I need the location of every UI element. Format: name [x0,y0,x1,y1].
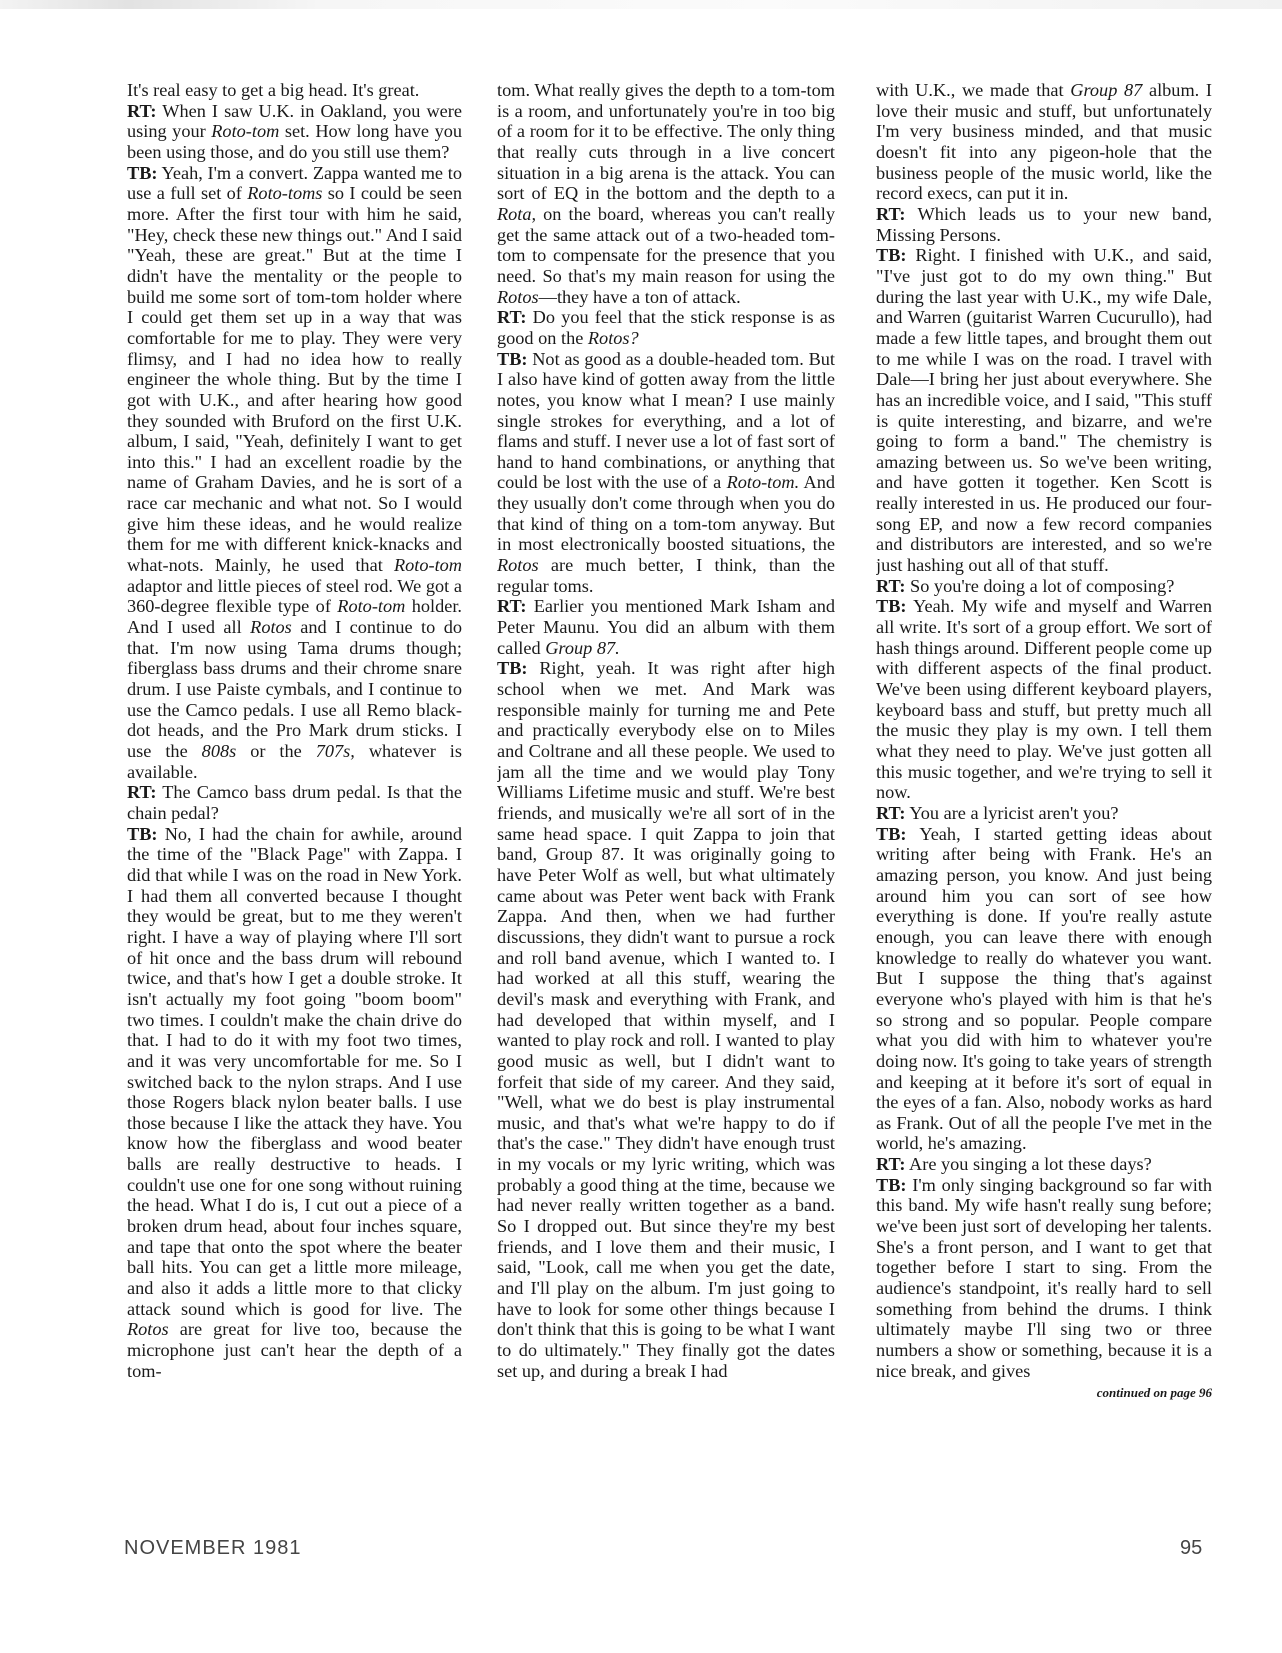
article-paragraph [876,204,1212,245]
article-paragraph [497,596,835,658]
paragraph-text: Which leads us to your new band, Missing Persons. [876,203,1212,245]
paragraph-text: No, I had the chain for awhile, around the time of the "Black Page" with Zappa. I did that while I was on the road in New York. I had them all converted because I thought they would be great, but to me they weren't right. I have a way of playing where I'll sort of hit once and the bass drum will rebound twice, and that's how I get a double stroke. It isn't actually my foot going "boom boom" two times. I couldn't make the chain drive do that. I had to do it with my foot two times, and it was very uncomfortable for me. So I switched back to the nylon straps. And I use those Rogers black nylon beater balls. I use those because I like the attack they have. You know how the fiberglass and wood beater balls are really destructive to heads. I couldn't use one for one song without ruining the head. What I do is, I cut out a piece of a broken drum head, about four inches square, and tape that onto the spot where the beater ball hits. You can get a little more mileage, and also it adds a little more to that clicky attack sound which is good for live. The [127,823,462,1319]
page-number: 95 [1180,1537,1203,1559]
paragraph-text: Not as good as a double-headed tom. But I also have kind of gotten away from the little notes, you know what I mean? I use mainly single strokes for everything, and a lot of flams and stuff. I never use a lot of fast sort of hand to hand combinations, or anything that could be lost with the use of a [497,348,835,493]
article-paragraph [127,782,462,823]
italic-text: Roto-tom [211,121,280,142]
paragraph-text: on the board, whereas you can't really get the same attack out of a two-headed tom-tom to compensate for the presence that you need. So that's my main reason for using the [497,203,835,286]
article-paragraph [876,1175,1212,1382]
paragraph-text: The Camco bass drum pedal. Is that the chain pedal? [127,782,462,823]
text-column-2 [497,80,835,1518]
italic-text: 707s, [315,741,355,761]
paragraph-text: set. How long have you been using those, and do you still use them? [127,121,462,162]
paragraph-text: or the [236,741,316,761]
italic-text: Roto-tom [393,555,462,576]
article-paragraph [127,163,462,783]
article-paragraph [876,824,1212,1155]
paragraph-text: Are you singing a lot these days? [905,1154,1152,1175]
paragraph-text: You are a lyricist aren't you? [905,802,1119,823]
speaker-label: TB: [876,245,907,266]
speaker-label: RT: [876,1154,906,1175]
speaker-label: RT: [876,802,906,823]
italic-text: Roto-tom. [726,472,800,493]
speaker-label: RT: [127,100,157,121]
paragraph-text: are much better, I think, than the regular toms. [497,555,835,596]
paragraph-text: with U.K., we made that [876,80,1071,100]
paragraph-text: holder. And I used all [127,596,462,638]
text-column-3 [876,80,1212,1518]
italic-text: Rota, [497,203,537,224]
article-paragraph [876,1154,1212,1175]
italic-text: Group 87 [1070,80,1143,100]
paragraph-text: Do you feel that the stick response is as good on the [497,307,835,348]
paragraph-text: so I could be seen more. After the first tour with him he said, "Hey, check these new things out." And I said "Yeah, these are great." But at the time I didn't have the mentality or the people to build me some sort of tom-tom holder where I could get them set up in a way that was comfortable for me to play. They were very flimsy, and I had no idea how to really engineer the whole thing. But by the time I got with U.K., and after hearing how good they sounded with Bruford on the first U.K. album, I said, "Yeah, definitely I want to get into this." I had an excellent roadie by the name of Graham Davies, and he is sort of a race car mechanic and what not. So I would give him these ideas, and he would realize them for me with different knick-knacks and what-nots. Mainly, he used that [127,183,462,576]
article-paragraph [127,101,462,163]
paragraph-text: are great for live too, because the microphone just can't hear the depth of a tom- [127,1319,462,1381]
paragraph-text: whatever is available. [127,741,462,782]
paragraph-text: I'm only singing background so far with this band. My wife hasn't really sung before; we've been just sort of developing her talents. She's a front person, and I want to get that together before I start to sing. From the audience's standpoint, it's really hard to sell something from behind the drums. I think ultimately maybe I'll sing two or three numbers a show or something, because it is a nice break, and gives [876,1174,1212,1381]
paragraph-text: And they usually don't come through when you do that kind of thing on a tom-tom anyway. But in most electronically boosted situations, the [497,472,835,555]
paragraph-text: and I continue to do that. I'm now using Tama drums though; fiberglass bass drums and their chrome snare drum. I use Paiste cymbals, and I continue to use the Camco pedals. I use all Remo black-dot heads, and the Pro Mark drum sticks. I use the [127,617,462,761]
continued-note: continued on page 96 [1096,1385,1212,1401]
paragraph-text: When I saw U.K. in Oakland, you were using your [127,100,462,142]
issue-date: NOVEMBER 1981 [124,1537,302,1559]
speaker-label: RT: [497,596,527,617]
speaker-label: TB: [127,823,158,844]
italic-text: Roto-toms [247,183,323,204]
paragraph-text: Right, yeah. It was right after high school when we met. And Mark was responsible mainly for turning me and Pete and practically everybody else on to Miles and Coltrane and all these people. We used to jam all the time and we would play Tony Williams Lifetime music and stuff. We're best friends, and musically we're all sort of in the same head space. I quit Zappa to join that band, Group 87. It was originally going to have Peter Wolf as well, but what ultimately came about was Peter went back with Frank Zappa. And then, when we had further discussions, they didn't want to pursue a rock and roll band avenue, which I wanted to. I had worked at all this stuff, wearing the devil's mask and everything with Frank, and had developed that within myself, and I wanted to play rock and roll. I wanted to play good music as well, but I didn't want to forfeit that side of my career. And they said, "Well, what we do best is play instrumental music, and that's what we're happy to do if that's the case." They didn't have enough trust in my vocals or my lyric writing, which was probably a good thing at the time, because we had never really written together as a band. So I dropped out. But since they're my best friends, and I love them and their music, I said, "Look, call me when you get the date, and I'll play on the album. I'm just going to have to look for some other things because I don't think that this is going to be what I want to do ultimately." They finally got the dates set up, and during a break I had [497,658,835,1381]
speaker-label: TB: [497,658,528,679]
speaker-label: RT: [876,203,906,224]
article-paragraph [876,245,1212,576]
italic-text: Rotos [497,555,539,576]
italic-text: Rotos [250,617,292,638]
italic-text: Rotos? [587,327,639,348]
speaker-label: TB: [497,348,528,369]
paragraph-text: Earlier you mentioned Mark Isham and Peter Maunu. You did an album with them called [497,596,835,658]
paragraph-text: Yeah. My wife and myself and Warren all write. It's sort of a group effort. We sort of hash things around. Different people come up with different aspects of the final product. We've been using different keyboard players, keyboard bass and stuff, but pretty much all the music they play is my own. I tell them what they need to play. We've just gotten all this music together, and we're trying to sell it now. [876,596,1212,803]
paragraph-text: Yeah, I started getting ideas about writing after being with Frank. He's an amazing person, you know. And just being around him you can sort of see how everything is done. If you're really astute enough, you can leave there with enough knowledge to really do whatever you want. But I suppose the thing that's against everyone who's played with him is that he's so strong and so popular. People compare what you did with him to whatever you're doing now. It's going to take years of strength and keeping at it before it's sort of equal in the eyes of a fan. Also, nobody works as hard as Frank. Out of all the people I've met in the world, he's amazing. [876,823,1212,1154]
italic-text: Rotos [497,286,539,307]
italic-text: Roto-tom [337,596,406,617]
italic-text: Rotos [127,1319,169,1340]
speaker-label: RT: [876,575,906,596]
paragraph-text: It's real easy to get a big head. It's great. [127,80,420,100]
italic-text: Group 87. [545,637,620,658]
paragraph-text: adaptor and little pieces of steel rod. We got a 360-degree flexible type of [127,575,462,617]
paragraph-text: tom. What really gives the depth to a tom-tom is a room, and unfortunately you're in too big of a room for it to be effective. The only thing that really cuts through in a live concert situation in a big arena is the attack. You can sort of EQ in the bottom and the depth to a [497,80,835,204]
article-paragraph [876,80,1212,204]
article-paragraph [876,596,1212,803]
article-paragraph [497,80,835,307]
speaker-label: TB: [876,823,907,844]
article-paragraph [497,658,835,1381]
speaker-label: TB: [876,1174,907,1195]
article-paragraph [127,824,462,1382]
speaker-label: RT: [127,782,157,803]
article-paragraph [497,307,835,348]
speaker-label: TB: [876,596,907,617]
speaker-label: RT: [497,307,527,328]
article-paragraph [497,349,835,597]
article-paragraph [876,576,1212,597]
paragraph-text: album. I love their music and stuff, but unfortunately I'm very business minded, and that music doesn't fit into any pigeon-hole that the business people of the music world, like the record execs, can put it in. [876,80,1212,204]
speaker-label: TB: [127,162,158,183]
top-edge-shadow [0,0,1282,9]
italic-text: 808s [201,741,237,761]
article-paragraph [127,80,462,101]
paragraph-text: —they have a ton of attack. [538,286,741,307]
paragraph-text: Yeah, I'm a convert. Zappa wanted me to use a full set of [127,162,462,204]
paragraph-text: Right. I finished with U.K., and said, "I've just got to do my own thing." But during the last year with U.K., my wife Dale, and Warren (guitarist Warren Cucurullo), had made a few little tapes, and brought them out to me while I was on the road. I travel with Dale—I bring her just about everywhere. She has an incredible voice, and I said, "This stuff is quite interesting, and bizarre, and we're going to form a band." The chemistry is amazing between us. So we've been writing, and have gotten it together. Ken Scott is really interested in us. He produced our four-song EP, and now a few record companies and distributors are interested, and so we're just hashing out all of that stuff. [876,245,1212,576]
article-paragraph [876,803,1212,824]
paragraph-text: So you're doing a lot of composing? [905,575,1175,596]
text-column-1 [127,80,462,1518]
